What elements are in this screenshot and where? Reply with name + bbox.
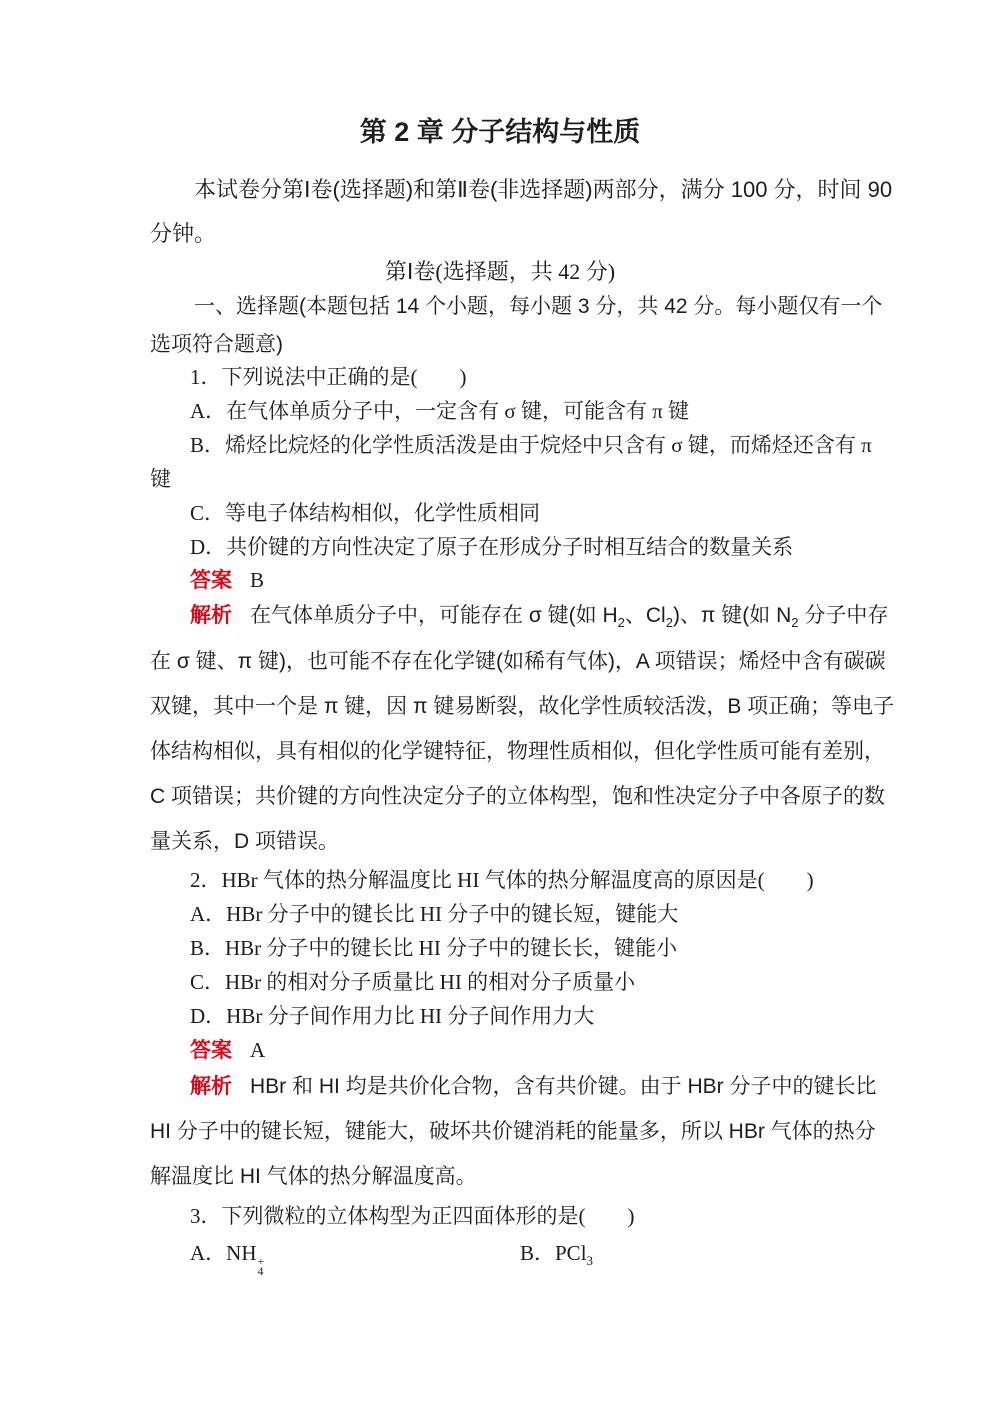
q1-analysis-line-5: C 项错误；共价键的方向性决定分子的立体构型，饱和性决定分子中各原子的数 (150, 785, 885, 808)
intro-line-1: 本试卷分第Ⅰ卷(选择题)和第Ⅱ卷(非选择题)两部分，满分 100 分，时间 90 (194, 177, 893, 202)
q1-option-c: C．等电子体结构相似，化学性质相同 (190, 501, 541, 525)
q1-analysis-line-6: 量关系，D 项错误。 (150, 830, 339, 853)
q3-option-b-formula: B．PCl (520, 1241, 587, 1265)
q1-analysis-line-1 (190, 602, 888, 629)
intro-line-2: 分钟。 (150, 221, 217, 246)
part1-heading: 第Ⅰ卷(选择题，共 42 分) (384, 259, 616, 284)
q1-answer-value: B (250, 568, 265, 592)
q3-option-b (520, 1240, 593, 1267)
q2-answer-value: A (250, 1038, 266, 1062)
q2-analysis-line-1 (190, 1073, 877, 1100)
q2-analysis-text-1: HBr 和 HI 均是共价化合物，含有共价键。由于 HBr 分子中的键长比 (250, 1075, 877, 1098)
q2-option-b: B．HBr 分子中的键长比 HI 分子中的键长长，键能小 (190, 936, 678, 960)
q2-analysis-label: 解析 (190, 1075, 232, 1098)
q1-option-a: A．在气体单质分子中，一定含有 σ 键，可能含有 π 键 (190, 399, 690, 423)
section-note-line-2: 选项符合题意) (150, 333, 283, 356)
q3-stem: 3．下列微粒的立体构型为正四面体形的是( ) (190, 1204, 635, 1228)
q2-option-a: A．HBr 分子中的键长比 HI 分子中的键长短，键能大 (190, 902, 679, 926)
q2-option-c: C．HBr 的相对分子质量比 HI 的相对分子质量小 (190, 970, 636, 994)
q3-option-b-sub: 3 (586, 1253, 594, 1269)
q2-stem: 2．HBr 气体的热分解温度比 HI 气体的热分解温度高的原因是( ) (190, 868, 814, 892)
q3-option-a-sup: + (257, 1254, 265, 1268)
q2-answer-row (190, 1037, 265, 1064)
q1-analysis-text-1: 在气体单质分子中，可能存在 σ 键(如 $H_2$、$Cl_2$)、π 键(如 $N_2$ 分子中存 (250, 604, 889, 631)
q1-analysis-line-2: 在 σ 键、π 键)，也可能不存在化学键(如稀有气体)，A 项错误；烯烃中含有碳碳 (150, 650, 886, 673)
q1-analysis-line-4: 体结构相似，具有相似的化学键特征，物理性质相似，但化学性质可能有差别， (150, 740, 885, 763)
q3-option-a (190, 1240, 264, 1276)
section-note-line-1: 一、选择题(本题包括 14 个小题，每小题 3 分，共 42 分。每小题仅有一个 (194, 295, 883, 318)
chapter-title: 第 2 章 分子结构与性质 (359, 117, 641, 147)
q1-option-d: D．共价键的方向性决定了原子在形成分子时相互结合的数量关系 (190, 535, 794, 559)
q2-answer-label: 答案 (190, 1039, 232, 1062)
q1-analysis-label: 解析 (190, 604, 232, 627)
q1-answer-row (190, 567, 264, 594)
q1-answer-label: 答案 (190, 569, 232, 592)
q1-analysis-line-3: 双键，其中一个是 π 键，因 π 键易断裂，故化学性质较活泼，B 项正确；等电子 (150, 695, 895, 718)
q3-option-a-charge-stack (258, 1256, 265, 1276)
q1-option-b-line2: 键 (150, 467, 171, 491)
q1-stem: 1．下列说法中正确的是( ) (190, 365, 467, 389)
q1-option-b-line1: B．烯烃比烷烃的化学性质活泼是由于烷烃中只含有 σ 键，而烯烃还含有 π (190, 433, 872, 457)
q3-option-a-formula: A．NH (190, 1241, 257, 1265)
q2-option-d: D．HBr 分子间作用力比 HI 分子间作用力大 (190, 1004, 595, 1028)
q3-option-a-sub: 4 (257, 1264, 264, 1278)
q2-analysis-line-2: HI 分子中的键长短，键能大，破坏共价键消耗的能量多，所以 HBr 气体的热分 (150, 1120, 876, 1143)
q2-analysis-line-3: 解温度比 HI 气体的热分解温度高。 (150, 1165, 477, 1188)
